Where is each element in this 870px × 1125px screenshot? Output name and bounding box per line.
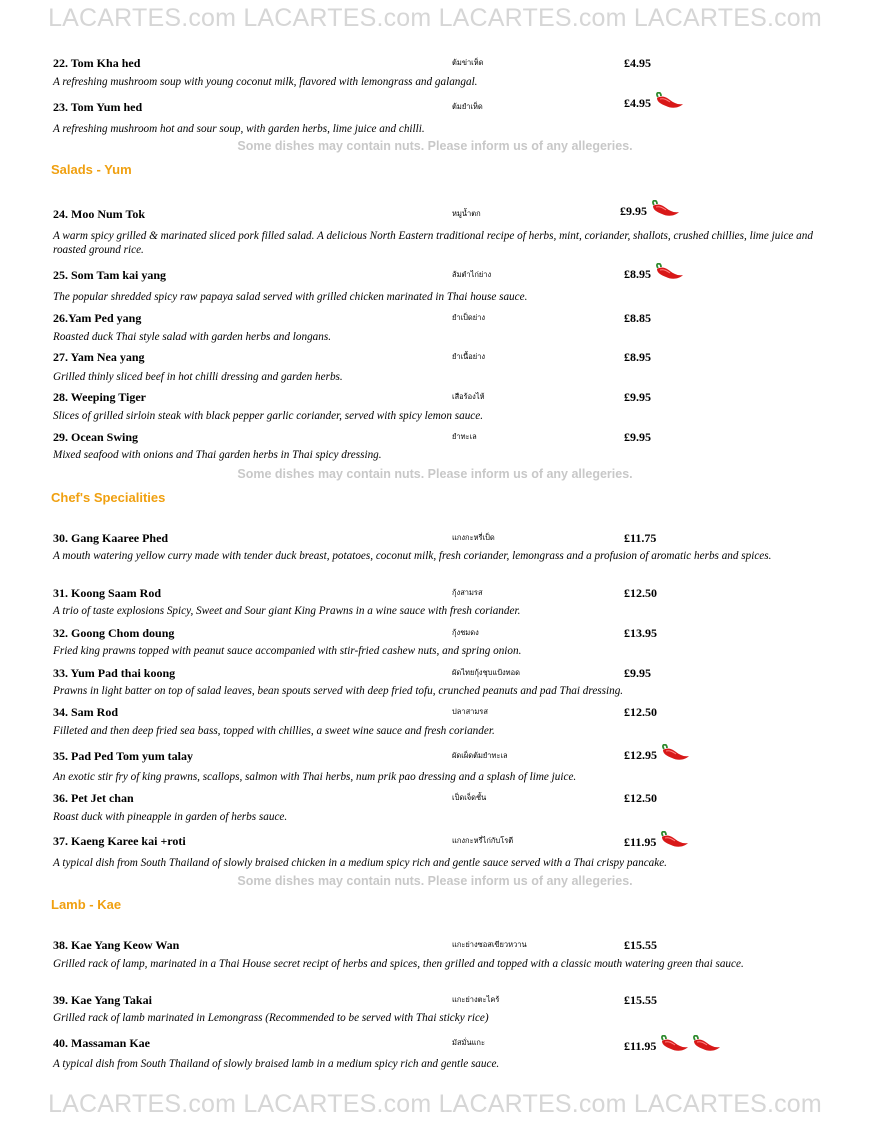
item-price: £12.50	[624, 705, 657, 719]
section-title-salads: Salads - Yum	[51, 162, 132, 177]
item-thai-name: หมูน้ำตก	[452, 209, 481, 218]
item-thai-name: แกงกะหรี่ไก่กับโรตี	[452, 836, 514, 845]
item-name: 27. Yam Nea yang	[53, 350, 145, 364]
item-price: £12.95	[624, 744, 690, 766]
item-thai-name: กุ้งชมดง	[452, 628, 479, 637]
item-name: 25. Som Tam kai yang	[53, 268, 167, 282]
item-price: £4.95	[624, 56, 651, 70]
item-description: Roasted duck Thai style salad with garden herbs and longans.	[53, 331, 332, 343]
item-description: Grilled thinly sliced beef in hot chilli dressing and garden herbs.	[53, 371, 343, 383]
nuts-notice: Some dishes may contain nuts. Please inform us of any allegeries.	[237, 467, 633, 481]
item-price: £12.50	[624, 791, 657, 805]
item-thai-name: ต้มยำเห็ด	[452, 102, 483, 111]
item-thai-name: ปลาสามรส	[452, 707, 488, 716]
item-name: 26.Yam Ped yang	[53, 311, 142, 325]
item-thai-name: แกะย่างตะไคร้	[452, 995, 500, 1004]
item-name: 36. Pet Jet chan	[53, 791, 134, 805]
item-name: 40. Massaman Kae	[53, 1036, 150, 1050]
item-description: A refreshing mushroom soup with young coconut milk, flavored with lemongrass and galangal.	[53, 76, 478, 88]
item-price: £9.95	[624, 390, 651, 404]
chili-pepper-icon	[657, 831, 689, 849]
item-name: 38. Kae Yang Keow Wan	[53, 938, 180, 952]
item-price: £4.95	[624, 92, 684, 114]
item-name: 35. Pad Ped Tom yum talay	[53, 749, 194, 763]
item-price: £15.55	[624, 993, 657, 1007]
item-name: 22. Tom Kha hed	[53, 56, 141, 70]
item-name: 30. Gang Kaaree Phed	[53, 531, 169, 545]
item-price: £13.95	[624, 626, 657, 640]
item-description: Filleted and then deep fried sea bass, topped with chillies, a sweet wine sauce and fresh coriander.	[53, 725, 495, 737]
item-price: £15.55	[624, 938, 657, 952]
item-description: A mouth watering yellow curry made with tender duck breast, potatoes, coconut milk, fresh coriander, lemongrass and a profusion of aromatic herbs and spices.	[53, 550, 772, 562]
item-thai-name: ยำทะเล	[452, 432, 477, 441]
item-thai-name: มัสมั่นแกะ	[452, 1038, 485, 1047]
chili-pepper-icon	[652, 92, 684, 110]
item-thai-name: แกงกะหรี่เป็ด	[452, 533, 495, 542]
item-thai-name: ผัดเผ็ดต้มยำทะเล	[452, 751, 508, 760]
watermark-top: LACARTES.com LACARTES.com LACARTES.com LACARTES.com	[48, 4, 822, 32]
item-name: 24. Moo Num Tok	[53, 207, 146, 221]
item-name: 37. Kaeng Karee kai +roti	[53, 834, 186, 848]
item-price: £11.95	[624, 831, 689, 853]
item-description: A trio of taste explosions Spicy, Sweet and Sour giant King Prawns in a wine sauce with fresh coriander.	[53, 605, 521, 617]
item-price: £9.95	[620, 200, 680, 222]
chili-pepper-icon	[648, 200, 680, 218]
item-description: A warm spicy grilled & marinated sliced pork filled salad. A delicious North Eastern traditional recipe of herbs, mint, coriander, shallots, crushed chillies, lime juice and roasted ground rice.	[53, 230, 813, 256]
item-description: A typical dish from South Thailand of slowly braised chicken in a medium spicy rich and gentle sauce served with a Thai crispy pancake.	[53, 857, 667, 869]
item-price: £8.95	[624, 350, 651, 364]
item-thai-name: ผัดไทยกุ้งชุบแป้งทอด	[452, 668, 521, 677]
section-title-chef: Chef's Specialities	[51, 490, 166, 505]
item-thai-name: ส้มตำไก่ย่าง	[452, 270, 492, 279]
item-description: The popular shredded spicy raw papaya salad served with grilled chicken marinated in Thai house sauce.	[53, 291, 528, 303]
item-description: Mixed seafood with onions and Thai garden herbs in Thai spicy dressing.	[53, 449, 382, 461]
item-thai-name: เป็ดเจ็ดชั้น	[452, 793, 487, 802]
item-description: Slices of grilled sirloin steak with black pepper garlic coriander, served with spicy lemon sauce.	[53, 410, 484, 422]
chili-pepper-icon	[689, 1035, 721, 1053]
item-name: 33. Yum Pad thai koong	[53, 666, 176, 680]
item-price: £12.50	[624, 586, 657, 600]
chili-pepper-icon	[657, 1035, 689, 1053]
item-thai-name: ยำเนื้อย่าง	[452, 352, 486, 361]
item-description: A typical dish from South Thailand of slowly braised lamb in a medium spicy rich and gentle sauce.	[53, 1058, 500, 1070]
item-name: 34. Sam Rod	[53, 705, 119, 719]
item-price: £9.95	[624, 430, 651, 444]
item-description: Grilled rack of lamp, marinated in a Thai House secret recipt of herbs and spices, then grilled and topped with a classic mouth watering green thai sauce.	[53, 958, 744, 970]
item-thai-name: ยำเป็ดย่าง	[452, 313, 486, 322]
item-description: Prawns in light batter on top of salad leaves, bean spouts served with deep fried tofu, crunched peanuts and pad Thai dressing.	[53, 685, 624, 697]
item-description: Fried king prawns topped with peanut sauce accompanied with stir-fried cashew nuts, and spring onion.	[53, 645, 522, 657]
item-thai-name: เสือร้องไห้	[452, 392, 485, 401]
item-price: £11.95	[624, 1035, 721, 1057]
watermark-bottom: LACARTES.com LACARTES.com LACARTES.com LACARTES.com	[48, 1090, 822, 1118]
item-thai-name: แกะย่างซอสเขียวหวาน	[452, 940, 527, 949]
item-name: 29. Ocean Swing	[53, 430, 139, 444]
chili-pepper-icon	[652, 263, 684, 281]
item-thai-name: ต้มข่าเห็ด	[452, 58, 484, 67]
item-name: 39. Kae Yang Takai	[53, 993, 152, 1007]
chili-pepper-icon	[658, 744, 690, 762]
item-description: Roast duck with pineapple in garden of herbs sauce.	[53, 811, 288, 823]
item-thai-name: กุ้งสามรส	[452, 588, 483, 597]
nuts-notice: Some dishes may contain nuts. Please inform us of any allegeries.	[237, 139, 633, 153]
item-price: £11.75	[624, 531, 657, 545]
item-description: Grilled rack of lamb marinated in Lemongrass (Recommended to be served with Thai sticky rice)	[53, 1012, 489, 1024]
item-name: 23. Tom Yum hed	[53, 100, 143, 114]
nuts-notice: Some dishes may contain nuts. Please inform us of any allegeries.	[237, 874, 633, 888]
item-name: 32. Goong Chom doung	[53, 626, 175, 640]
item-description: A refreshing mushroom hot and sour soup, with garden herbs, lime juice and chilli.	[53, 123, 425, 135]
item-description: An exotic stir fry of king prawns, scallops, salmon with Thai herbs, num prik pao dressing and a splash of lime juice.	[53, 771, 577, 783]
section-title-lamb: Lamb - Kae	[51, 897, 122, 912]
item-price: £8.85	[624, 311, 651, 325]
item-price: £9.95	[624, 666, 651, 680]
item-name: 31. Koong Saam Rod	[53, 586, 162, 600]
item-name: 28. Weeping Tiger	[53, 390, 147, 404]
item-price: £8.95	[624, 263, 684, 285]
